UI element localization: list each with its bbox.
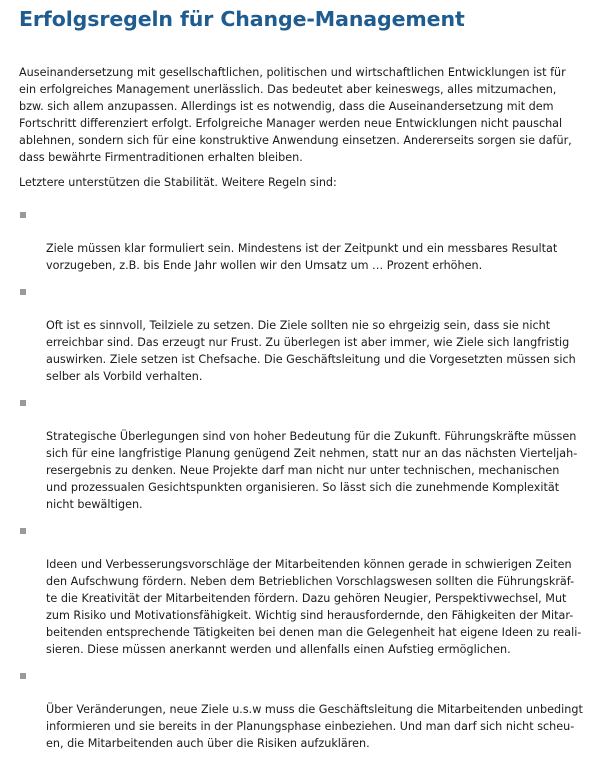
page-title: Erfolgsregeln für Change-Management bbox=[19, 7, 465, 31]
intro-paragraph: Auseinandersetzung mit gesellschaftlichen, politischen und wirtschaftlichen Entwicklungen ist für ein erfolgreiches Management unerlässlich. Das bedeutet aber keineswegs, alles mitzumachen, bzw. sich allem anzupassen. Allerdings ist es notwendig, dass die Auseinandersetzung mit dem Fortschritt differenziert erfolgt. Erfolgreiche Manager werden neue Entwicklungen nicht pauschal ablehnen, sondern sich für eine konstruktive Anwendung einsetzen. Andererseits sorgen sie dafür, dass bewährte Firmentraditionen erhalten bleiben. bbox=[19, 66, 572, 164]
list-item-text: Ziele müssen klar formuliert sein. Mindestens ist der Zeitpunkt und ein messbares Resultat vorzugeben, z.B. bis Ende Jahr wollen wir den Umsatz um … Prozent erhöhen. bbox=[46, 242, 558, 272]
rules-list bbox=[19, 206, 587, 761]
list-item bbox=[19, 522, 587, 658]
list-item-text: Über Veränderungen, neue Ziele u.s.w muss die Geschäftsleitung die Mitarbeitenden unbedingt informieren und sie bereits in der Planungsphase einbeziehen. Und man darf sich nicht scheu- en, die Mitarbeitenden auch über die Risiken aufzuklären. bbox=[46, 703, 583, 750]
lead-paragraph: Letztere unterstützen die Stabilität. Weitere Regeln sind: bbox=[19, 176, 337, 189]
list-item-text: Ideen und Verbesserungsvorschläge der Mitarbeitenden können gerade in schwierigen Zeiten den Aufschwung fördern. Neben dem Betrieblichen Vorschlagswesen sollten die Führungskräf- te die Kreativität der Mitarbeitenden fördern. Dazu gehören Neugier, Perspektivwechsel, Mut zum Risiko und Motivationsfähigkeit. Wichtig sind herausfordernde, den Fähigkeiten der Mitar- beitenden entsprechende Tätigkeiten bei denen man die Gelegenheit hat eigene Ideen zu reali- sieren. Diese müssen anerkannt werden und allenfalls einen Aufstieg ermöglichen. bbox=[46, 558, 582, 656]
square-bullet-icon bbox=[20, 400, 26, 406]
list-item bbox=[19, 206, 587, 274]
list-item-text: Oft ist es sinnvoll, Teilziele zu setzen. Die Ziele sollten nie so ehrgeizig sein, dass sie nicht erreichbar sind. Das erzeugt nur Frust. Zu überlegen ist aber immer, wie Ziele sich langfristig auswirken. Ziele setzen ist Chefsache. Die Geschäftsleitung und die Vorgesetzten müssen sich selber als Vorbild verhalten. bbox=[46, 319, 576, 383]
list-item bbox=[19, 283, 587, 385]
list-item-text: Strategische Überlegungen sind von hoher Bedeutung für die Zukunft. Führungskräfte müssen sich für eine langfristige Planung genügend Zeit nehmen, statt nur an das nächsten Vierteljah- resergebnis zu denken. Neue Projekte darf man nicht nur unter technischen, mechanischen und prozessualen Gesichtspunkten organisieren. So lässt sich die zunehmende Komplexität nicht bewältigen. bbox=[46, 430, 578, 511]
list-item bbox=[19, 667, 587, 752]
square-bullet-icon bbox=[20, 673, 26, 679]
square-bullet-icon bbox=[20, 528, 26, 534]
list-item bbox=[19, 394, 587, 513]
square-bullet-icon bbox=[20, 289, 26, 295]
square-bullet-icon bbox=[20, 212, 26, 218]
